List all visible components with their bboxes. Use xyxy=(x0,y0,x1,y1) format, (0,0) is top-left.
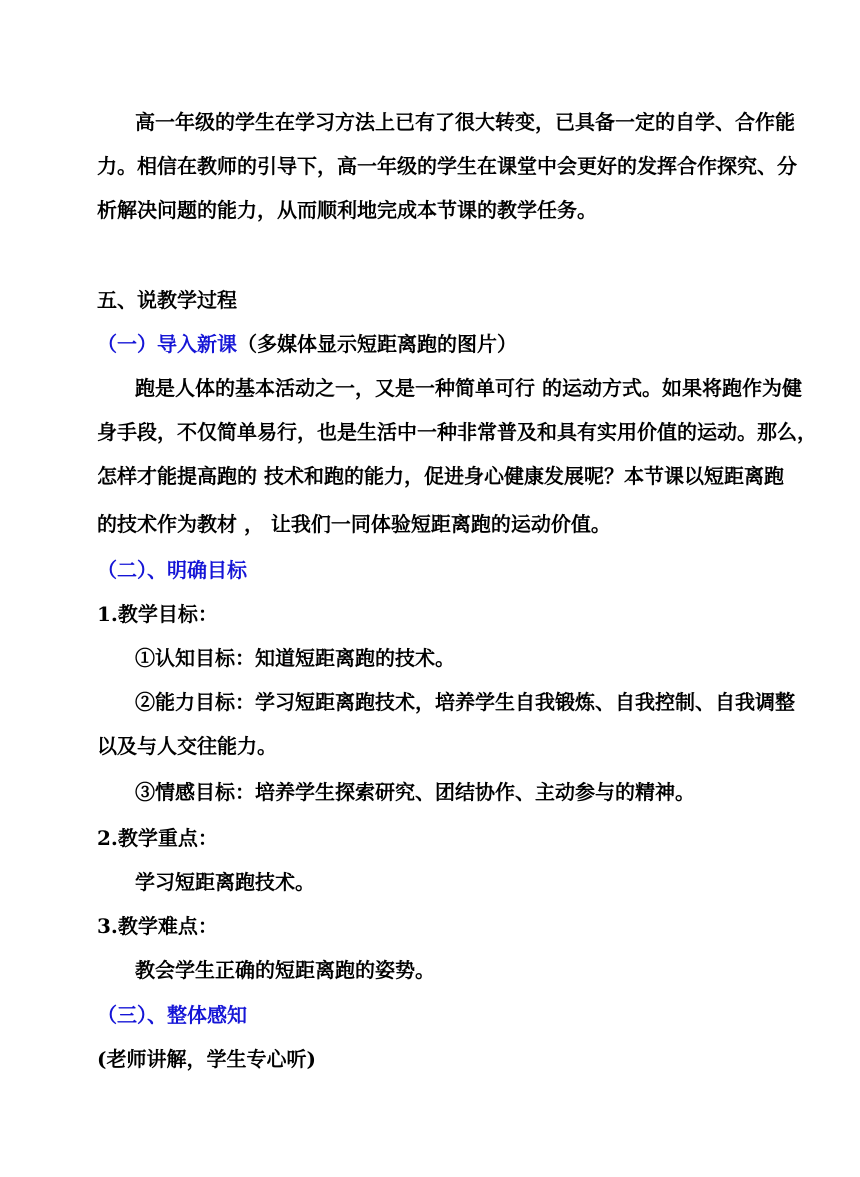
paragraph-intro-line-4: 的技术作为教材 ， 让我们一同体验短距离跑的运动价值。 xyxy=(97,512,611,536)
key-points-content: 学习短距离跑技术。 xyxy=(135,870,315,894)
subsection-2-heading: （二）、明确目标 xyxy=(97,558,247,582)
paragraph-intro-line-3: 怎样才能提高跑的 技术和跑的能力，促进身心健康发展呢？本节课以短距离跑 xyxy=(97,464,784,488)
teaching-goals-heading: 1.教学目标： xyxy=(97,602,218,626)
subsection-3-heading: （三）、整体感知 xyxy=(97,1003,247,1027)
paragraph-student-analysis-line-1: 高一年级的学生在学习方法上已有了很大转变，已具备一定的自学、合作能 xyxy=(135,110,795,134)
subsection-1-heading xyxy=(97,329,517,359)
paragraph-student-analysis-line-3: 析解决问题的能力，从而顺利地完成本节课的教学任务。 xyxy=(97,198,597,222)
difficulties-content: 教会学生正确的短距离跑的姿势。 xyxy=(135,958,435,982)
teacher-note: (老师讲解，学生专心听) xyxy=(97,1047,316,1071)
paragraph-student-analysis-line-2: 力。相信在教师的引导下，高一年级的学生在课堂中会更好的发挥合作探究、分 xyxy=(97,154,797,178)
ability-goal-line-1: ②能力目标：学习短距离跑技术，培养学生自我锻炼、自我控制、自我调整 xyxy=(135,690,795,714)
paragraph-intro-line-2: 身手段，不仅简单易行，也是生活中一种非常普及和具有实用价值的运动。那么， xyxy=(97,420,817,444)
difficulties-heading: 3.教学难点： xyxy=(97,914,218,938)
subsection-1-note: （多媒体显示短距离跑的图片） xyxy=(237,332,517,356)
section-5-heading: 五、说教学过程 xyxy=(97,288,237,312)
paragraph-intro-line-1: 跑是人体的基本活动之一，又是一种简单可行 的运动方式。如果将跑作为健 xyxy=(135,376,802,400)
ability-goal-line-2: 以及与人交往能力。 xyxy=(97,734,277,758)
subsection-1-title: （一）导入新课 xyxy=(97,332,237,356)
emotion-goal: ③情感目标：培养学生探索研究、团结协作、主动参与的精神。 xyxy=(135,780,695,804)
cognitive-goal: ①认知目标：知道短距离跑的技术。 xyxy=(135,646,455,670)
key-points-heading: 2.教学重点： xyxy=(97,826,218,850)
